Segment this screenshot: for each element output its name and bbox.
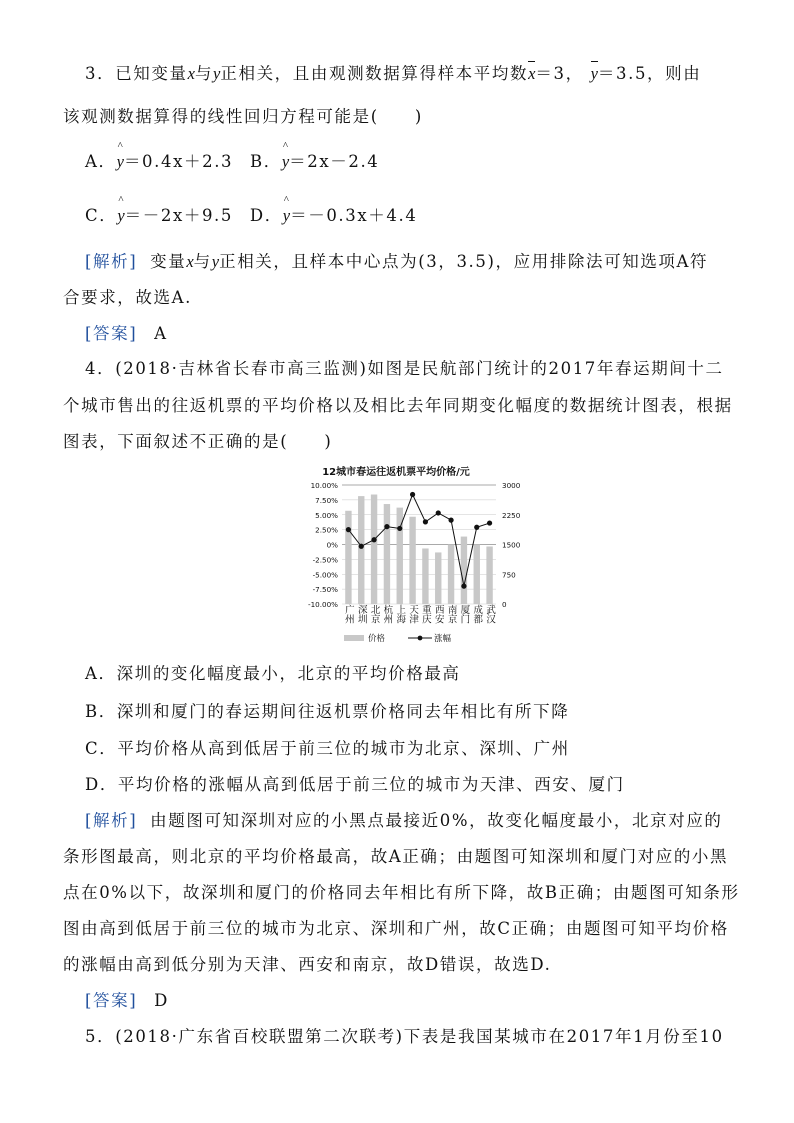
left-tick-label: -5.00% [312, 570, 338, 580]
category-label: 天津 [407, 604, 419, 624]
option-c: ＝－2x＋9.5 [124, 206, 233, 225]
q4-line1 [0, 355, 794, 379]
category-label: 深圳 [355, 604, 367, 624]
option-c-label: C． [85, 206, 118, 225]
price-bar [448, 545, 454, 605]
category-label: 北京 [368, 604, 380, 624]
change-point [487, 520, 492, 525]
legend-bar-swatch [344, 635, 364, 641]
var-y: y [211, 252, 220, 271]
q4-stem: 个城市售出的往返机票的平均价格以及相比去年同期变化幅度的数据统计图表，根据 [63, 396, 733, 415]
q3-xbar-value: ＝3， [535, 64, 584, 83]
q3-analysis-end: 合要求，故选A. [63, 288, 192, 307]
answer-tag: [答案] [85, 991, 138, 1010]
q4-analysis-text: 由题图可知深圳对应的小黑点最接近0%，故变化幅度最小，北京对应的 [150, 811, 723, 830]
option-a: ＝0.4x＋2.3 [123, 152, 234, 171]
q3-stem-end: 该观测数据算得的线性回归方程可能是( ) [63, 107, 423, 126]
left-tick-label: 0% [326, 540, 338, 550]
option-b-label: B． [250, 152, 282, 171]
change-point [474, 525, 479, 530]
answer-value: D [154, 991, 169, 1010]
y-bar: y [590, 64, 598, 83]
price-bar [474, 545, 480, 605]
q4-analysis-line3 [0, 879, 794, 903]
change-line [348, 495, 489, 587]
left-tick-label: -7.50% [312, 585, 338, 595]
change-point [448, 518, 453, 523]
left-tick-label: 7.50% [315, 495, 338, 505]
legend-line-marker [418, 636, 423, 641]
q3-options-ab [0, 148, 794, 172]
category-label: 成都 [471, 604, 483, 624]
legend-label: 价格 [368, 634, 386, 644]
q3-analysis-line2 [0, 284, 794, 308]
var-x: x [187, 64, 195, 83]
q3-analysis-line1 [0, 248, 794, 272]
left-tick-label: 10.00% [310, 481, 338, 490]
left-tick-label: 5.00% [315, 510, 338, 520]
price-bar [371, 495, 377, 604]
y-hat: ^ y [283, 206, 290, 226]
q5-stem: 5．(2018·广东省百校联盟第二次联考)下表是我国某城市在2017年1月份至10 [85, 1027, 724, 1046]
var-x: x [186, 252, 194, 271]
change-point [359, 544, 364, 549]
category-label: 上海 [394, 604, 406, 624]
change-point [461, 584, 466, 589]
price-change-chart [300, 461, 536, 647]
y-hat: ^ y [117, 152, 124, 172]
right-tick-label: 1500 [502, 540, 521, 550]
change-point [423, 519, 428, 524]
price-bar [422, 548, 428, 604]
q3-line1 [0, 60, 794, 84]
category-label: 西安 [432, 604, 444, 624]
option-b: B．深圳和厦门的春运期间往返机票价格同去年相比有所下降 [85, 702, 570, 721]
change-point [410, 492, 415, 497]
change-point [371, 537, 376, 542]
q3-ybar-value: ＝3.5，则由 [597, 64, 702, 83]
q3-analysis-text: 变量 [150, 252, 187, 271]
change-point [397, 526, 402, 531]
legend-label: 涨幅 [434, 634, 452, 644]
var-y: y [213, 64, 221, 83]
right-tick-label: 3000 [502, 481, 521, 490]
category-label: 厦门 [458, 604, 470, 624]
option-d: ＝－0.3x＋4.4 [290, 206, 418, 225]
q4-option-b [0, 698, 794, 722]
price-bar [409, 517, 415, 604]
right-tick-label: 0 [502, 600, 507, 609]
option-c: C．平均价格从高到低居于前三位的城市为北京、深圳、广州 [85, 739, 570, 758]
q4-analysis-text: 条形图最高，则北京的平均价格最高，故A正确；由题图可知深圳和厦门对应的小黑 [63, 847, 729, 866]
right-tick-label: 2250 [502, 510, 521, 520]
x-bar: x [528, 64, 536, 83]
right-tick-label: 750 [502, 570, 516, 580]
left-tick-label: 2.50% [315, 525, 338, 535]
q3-answer [0, 320, 794, 344]
analysis-tag: [解析] [85, 252, 138, 271]
q4-analysis-text: 点在0%以下，故深圳和厦门的价格同去年相比有所下降，故B正确；由题图可知条形 [63, 883, 740, 902]
q4-line3 [0, 428, 794, 452]
category-label: 武汉 [484, 604, 496, 624]
q4-stem: 图表，下面叙述不正确的是( ) [63, 432, 333, 451]
q3-stem-mid: 正相关，且由观测数据算得样本平均数 [220, 64, 529, 83]
q4-analysis-line2 [0, 843, 794, 867]
left-tick-label: -2.50% [312, 555, 338, 565]
price-bar [461, 537, 467, 604]
q4-analysis-line5 [0, 951, 794, 975]
q4-option-c [0, 735, 794, 759]
change-point [384, 524, 389, 529]
category-label: 广州 [342, 604, 354, 624]
option-b: ＝2x－2.4 [289, 152, 380, 171]
q4-answer [0, 987, 794, 1011]
answer-tag: [答案] [85, 324, 138, 343]
q3-line2 [0, 103, 794, 127]
category-label: 南京 [445, 604, 457, 624]
analysis-tag: [解析] [85, 811, 138, 830]
price-bar [486, 546, 492, 604]
q4-line2 [0, 392, 794, 416]
price-bar [384, 504, 390, 604]
category-label: 杭州 [381, 604, 393, 624]
q4-analysis-text: 的涨幅由高到低分别为天津、西安和南京，故D错误，故选D. [63, 955, 552, 974]
price-bar [345, 511, 351, 604]
option-a-label: A． [85, 152, 117, 171]
q4-analysis-text: 图由高到低居于前三位的城市为北京、深圳和广州，故C正确；由题图可知平均价格 [63, 919, 729, 938]
q4-analysis-line4 [0, 915, 794, 939]
change-point [436, 510, 441, 515]
q5-line1 [0, 1023, 794, 1047]
q3-stem-start: 3．已知变量 [85, 64, 188, 83]
chart-title: 12城市春运往返机票平均价格/元 [322, 467, 470, 478]
y-hat: ^ y [117, 206, 124, 226]
q4-option-a [0, 660, 794, 684]
q4-option-d [0, 771, 794, 795]
price-bar [435, 552, 441, 604]
change-point [346, 527, 351, 532]
option-a: A．深圳的变化幅度最小，北京的平均价格最高 [85, 664, 461, 683]
q4-analysis-line1 [0, 807, 794, 831]
answer-value: A [154, 324, 168, 343]
left-tick-label: -10.00% [308, 600, 338, 609]
q3-options-cd [0, 202, 794, 226]
category-label: 重庆 [419, 604, 431, 624]
price-bar [358, 496, 364, 604]
q3-stem-word: 与 [194, 64, 214, 83]
y-hat: ^ y [282, 152, 289, 172]
q4-stem: 4．(2018·吉林省长春市高三监测)如图是民航部门统计的2017年春运期间十二 [85, 359, 724, 378]
option-d: D．平均价格的涨幅从高到低居于前三位的城市为天津、西安、厦门 [85, 775, 625, 794]
q3-analysis-text: 与 [193, 252, 212, 271]
option-d-label: D． [249, 206, 283, 225]
q3-analysis-text: 正相关，且样本中心点为(3，3.5)，应用排除法可知选项A符 [219, 252, 709, 271]
